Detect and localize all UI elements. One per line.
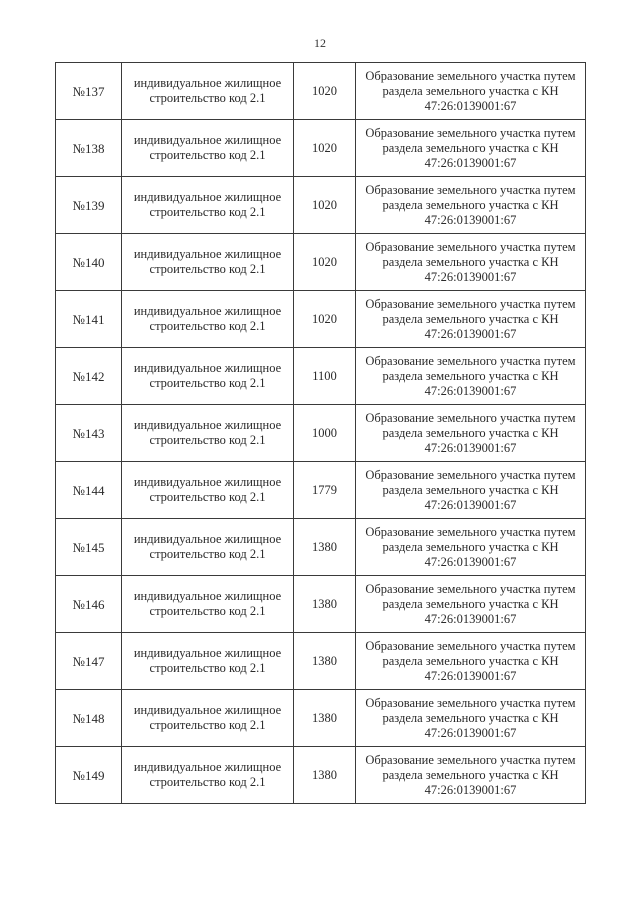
plots-table-body [56, 63, 586, 804]
formation-method-line: раздела земельного участка с КН [382, 710, 559, 725]
formation-method-line: Образование земельного участка путем [365, 239, 576, 254]
plot-area: 1380 [294, 576, 356, 633]
plot-area: 1000 [294, 405, 356, 462]
formation-method-line: раздела земельного участка с КН [382, 311, 559, 326]
permitted-use-line: индивидуальное жилищное [133, 76, 282, 90]
plot-number: №144 [56, 462, 122, 519]
plot-area: 1380 [294, 690, 356, 747]
table-row [56, 747, 586, 804]
formation-method-line: раздела земельного участка с КН [382, 653, 559, 668]
permitted-use-line: индивидуальное жилищное [133, 247, 282, 261]
permitted-use-line: строительство код 2.1 [149, 376, 266, 390]
permitted-use [122, 63, 294, 120]
permitted-use-line: индивидуальное жилищное [133, 361, 282, 375]
formation-method-line: Образование земельного участка путем [365, 467, 576, 482]
permitted-use-line: индивидуальное жилищное [133, 760, 282, 774]
formation-method [356, 120, 586, 177]
permitted-use-line: индивидуальное жилищное [133, 304, 282, 318]
formation-method [356, 690, 586, 747]
table-row [56, 633, 586, 690]
permitted-use-line: индивидуальное жилищное [133, 589, 282, 603]
plot-area: 1020 [294, 291, 356, 348]
page-number: 12 [314, 36, 326, 50]
permitted-use [122, 348, 294, 405]
permitted-use-line: строительство код 2.1 [149, 775, 266, 789]
permitted-use-line: индивидуальное жилищное [133, 418, 282, 432]
formation-method [356, 291, 586, 348]
formation-method [356, 177, 586, 234]
formation-method [356, 63, 586, 120]
permitted-use-line: строительство код 2.1 [149, 433, 266, 447]
formation-method [356, 405, 586, 462]
table-row [56, 576, 586, 633]
plot-area: 1020 [294, 120, 356, 177]
plot-area: 1380 [294, 519, 356, 576]
table-row [56, 405, 586, 462]
formation-method-line: раздела земельного участка с КН [382, 197, 559, 212]
plot-number: №148 [56, 690, 122, 747]
permitted-use-line: индивидуальное жилищное [133, 532, 282, 546]
formation-method [356, 519, 586, 576]
permitted-use [122, 747, 294, 804]
cadastral-number: 47:26:0139001:67 [424, 440, 517, 455]
formation-method-line: Образование земельного участка путем [365, 296, 576, 311]
permitted-use-line: строительство код 2.1 [149, 604, 266, 618]
formation-method-line: Образование земельного участка путем [365, 638, 576, 653]
plot-area: 1020 [294, 63, 356, 120]
permitted-use-line: строительство код 2.1 [149, 319, 266, 333]
cadastral-number: 47:26:0139001:67 [424, 554, 517, 569]
plot-number: №137 [56, 63, 122, 120]
formation-method-line: раздела земельного участка с КН [382, 539, 559, 554]
cadastral-number: 47:26:0139001:67 [424, 611, 517, 626]
formation-method-line: Образование земельного участка путем [365, 182, 576, 197]
permitted-use [122, 690, 294, 747]
table-row [56, 291, 586, 348]
plot-number: №138 [56, 120, 122, 177]
plot-area: 1100 [294, 348, 356, 405]
table-row [56, 63, 586, 120]
formation-method-line: Образование земельного участка путем [365, 353, 576, 368]
permitted-use-line: индивидуальное жилищное [133, 190, 282, 204]
plot-area: 1779 [294, 462, 356, 519]
formation-method-line: Образование земельного участка путем [365, 524, 576, 539]
formation-method-line: Образование земельного участка путем [365, 68, 576, 83]
plot-number: №146 [56, 576, 122, 633]
permitted-use-line: индивидуальное жилищное [133, 133, 282, 147]
plot-number: №142 [56, 348, 122, 405]
formation-method-line: Образование земельного участка путем [365, 125, 576, 140]
plot-area: 1020 [294, 177, 356, 234]
table-row [56, 120, 586, 177]
plot-number: №140 [56, 234, 122, 291]
permitted-use [122, 462, 294, 519]
formation-method-line: Образование земельного участка путем [365, 695, 576, 710]
plot-number: №139 [56, 177, 122, 234]
plot-number: №145 [56, 519, 122, 576]
plot-number: №149 [56, 747, 122, 804]
formation-method-line: раздела земельного участка с КН [382, 767, 559, 782]
formation-method-line: раздела земельного участка с КН [382, 83, 559, 98]
formation-method [356, 633, 586, 690]
cadastral-number: 47:26:0139001:67 [424, 782, 517, 797]
plot-number: №147 [56, 633, 122, 690]
formation-method-line: Образование земельного участка путем [365, 410, 576, 425]
formation-method-line: раздела земельного участка с КН [382, 425, 559, 440]
table-row [56, 519, 586, 576]
table-row [56, 348, 586, 405]
plot-area: 1020 [294, 234, 356, 291]
formation-method-line: раздела земельного участка с КН [382, 482, 559, 497]
permitted-use-line: индивидуальное жилищное [133, 703, 282, 717]
formation-method [356, 576, 586, 633]
table-row [56, 234, 586, 291]
permitted-use [122, 519, 294, 576]
formation-method-line: раздела земельного участка с КН [382, 254, 559, 269]
plots-table [55, 62, 586, 804]
cadastral-number: 47:26:0139001:67 [424, 725, 517, 740]
plots-table-container [55, 62, 585, 804]
cadastral-number: 47:26:0139001:67 [424, 668, 517, 683]
permitted-use-line: строительство код 2.1 [149, 148, 266, 162]
cadastral-number: 47:26:0139001:67 [424, 155, 517, 170]
permitted-use-line: строительство код 2.1 [149, 262, 266, 276]
cadastral-number: 47:26:0139001:67 [424, 497, 517, 512]
cadastral-number: 47:26:0139001:67 [424, 383, 517, 398]
cadastral-number: 47:26:0139001:67 [424, 326, 517, 341]
formation-method-line: раздела земельного участка с КН [382, 596, 559, 611]
permitted-use [122, 177, 294, 234]
permitted-use-line: строительство код 2.1 [149, 490, 266, 504]
permitted-use [122, 405, 294, 462]
formation-method-line: раздела земельного участка с КН [382, 140, 559, 155]
cadastral-number: 47:26:0139001:67 [424, 212, 517, 227]
cadastral-number: 47:26:0139001:67 [424, 269, 517, 284]
permitted-use [122, 576, 294, 633]
permitted-use-line: строительство код 2.1 [149, 718, 266, 732]
permitted-use-line: строительство код 2.1 [149, 205, 266, 219]
formation-method [356, 234, 586, 291]
permitted-use-line: строительство код 2.1 [149, 547, 266, 561]
plot-area: 1380 [294, 633, 356, 690]
formation-method-line: Образование земельного участка путем [365, 752, 576, 767]
formation-method [356, 462, 586, 519]
permitted-use-line: строительство код 2.1 [149, 661, 266, 675]
permitted-use-line: индивидуальное жилищное [133, 646, 282, 660]
cadastral-number: 47:26:0139001:67 [424, 98, 517, 113]
table-row [56, 462, 586, 519]
permitted-use [122, 120, 294, 177]
formation-method [356, 348, 586, 405]
plot-number: №143 [56, 405, 122, 462]
plot-number: №141 [56, 291, 122, 348]
formation-method-line: раздела земельного участка с КН [382, 368, 559, 383]
permitted-use-line: индивидуальное жилищное [133, 475, 282, 489]
table-row [56, 690, 586, 747]
formation-method-line: Образование земельного участка путем [365, 581, 576, 596]
permitted-use [122, 291, 294, 348]
plot-area: 1380 [294, 747, 356, 804]
formation-method [356, 747, 586, 804]
permitted-use [122, 234, 294, 291]
permitted-use-line: строительство код 2.1 [149, 91, 266, 105]
table-row [56, 177, 586, 234]
permitted-use [122, 633, 294, 690]
